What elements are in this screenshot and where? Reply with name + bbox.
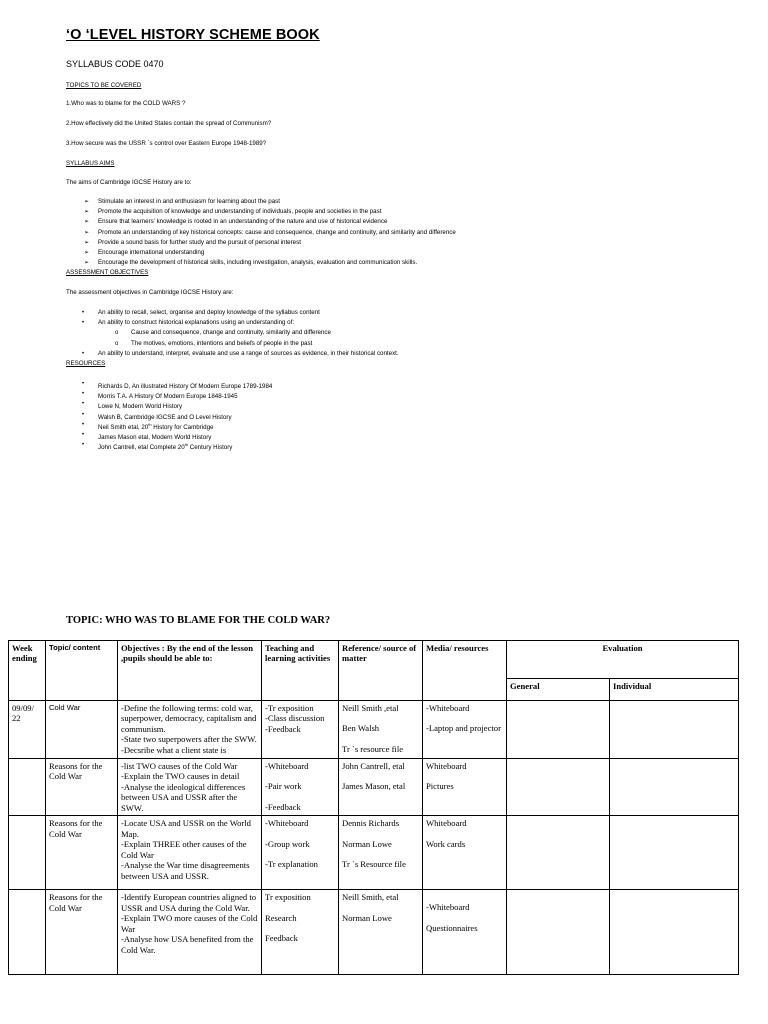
cell-reference: Dennis Richards Norman Lowe Tr `s Resource file (339, 816, 423, 890)
assessment-list (82, 308, 399, 359)
header-topic-content: Topic/ content (46, 641, 118, 701)
bullet-icon: • (82, 431, 85, 438)
arrow-bullet-icon: ➢ (84, 209, 90, 216)
cell-objectives: -Identify European countries aligned to USSR and USA during the Cold War. -Explain TWO more causes of the Cold War -Analyse how USA benefited from the Cold War. (118, 890, 262, 975)
circle-bullet-icon: o (115, 340, 119, 347)
bullet-icon: • (82, 421, 85, 428)
cell-week (9, 759, 46, 816)
circle-bullet-icon: o (115, 330, 119, 337)
header-week-ending: Week ending (9, 641, 46, 701)
arrow-bullet-icon: ➢ (84, 249, 90, 256)
aims-item: ➢ Stimulate an interest in and enthusiasm for learning about the past (84, 198, 280, 205)
cell-general (507, 890, 610, 975)
aims-item: ➢ Provide a sound basis for further study and the pursuit of personal interest (84, 238, 301, 246)
aims-heading: SYLLABUS AIMS (66, 160, 115, 167)
cell-media: Whiteboard Pictures (423, 759, 507, 816)
aims-intro: The aims of Cambridge IGCSE History are to: (66, 179, 192, 186)
arrow-bullet-icon: ➢ (84, 239, 90, 246)
assessment-item: • An ability to construct historical explanations using an understanding of: (82, 319, 295, 327)
cell-teaching: -Tr exposition -Class discussion -Feedback (262, 701, 339, 759)
syllabus-code: SYLLABUS CODE 0470 (66, 59, 164, 69)
assessment-item: • An ability to understand, interpret, evaluate and use a range of sources as evidence, in their historical context. (82, 349, 399, 357)
cell-media: Whiteboard Work cards (423, 816, 507, 890)
aims-item: ➢ Ensure that learners’ knowledge is rooted in an understanding of the nature and use of historical evidence (84, 218, 388, 226)
cell-teaching: Tr exposition Research Feedback (262, 890, 339, 975)
cell-week: 09/09/ 22 (9, 701, 46, 759)
resource-item: • Lowe N, Modern World History (82, 401, 183, 411)
header-teaching-activities: Teaching and learning activities (262, 641, 339, 701)
bullet-icon: • (82, 381, 85, 387)
cell-reference: John Cantrell, etal James Mason, etal (339, 759, 423, 816)
resource-item: • Morris T.A. A History Of Modern Europe 1848-1945 (82, 391, 238, 401)
arrow-bullet-icon: ➢ (84, 260, 90, 267)
header-media: Media/ resources (423, 641, 507, 701)
scheme-table (8, 640, 739, 975)
cell-general (507, 701, 610, 759)
assessment-subitem: o Cause and consequence, change and continuity, similarity and difference (115, 329, 331, 337)
cell-objectives: -list TWO causes of the Cold War -Explain the TWO causes in detail -Analyse the ideological differences between USA and USSR after the SWW. (118, 759, 262, 816)
cell-teaching: -Whiteboard -Group work -Tr explanation (262, 816, 339, 890)
aims-item: ➢ Encourage international understanding (84, 248, 205, 256)
cell-general (507, 816, 610, 890)
cell-reference: Neill Smith, etal Norman Lowe (339, 890, 423, 975)
topic-heading: TOPIC: WHO WAS TO BLAME FOR THE COLD WAR? (66, 615, 331, 626)
cell-general (507, 759, 610, 816)
header-reference: Reference/ source of matter (339, 641, 423, 701)
bullet-icon: • (82, 310, 85, 316)
cell-teaching: -Whiteboard -Pair work -Feedback (262, 759, 339, 816)
table-header-row (9, 641, 739, 679)
bullet-icon: • (82, 442, 85, 449)
cell-topic: Reasons for the Cold War (46, 759, 118, 816)
arrow-bullet-icon: ➢ (84, 219, 90, 226)
assessment-item: • An ability to recall, select, organise and deploy knowledge of the syllabus content (82, 309, 320, 316)
resources-list (82, 379, 273, 452)
bullet-icon: • (82, 411, 85, 418)
cell-media: -Whiteboard Questionnaires (423, 890, 507, 975)
cell-topic: Reasons for the Cold War (46, 890, 118, 975)
cell-individual (610, 759, 739, 816)
cell-week (9, 890, 46, 975)
topic-item-1: 1.Who was to blame for the COLD WARS ? (66, 100, 186, 107)
resource-item: • Walsh B, Cambridge IGCSE and O Level History (82, 411, 232, 421)
header-evaluation: Evaluation (507, 641, 739, 679)
assessment-subitem: o The motives, emotions, intentions and beliefs of people in the past (115, 339, 313, 347)
assessment-heading: ASSESSMENT OBJECTIVES (66, 269, 149, 276)
bullet-icon: • (82, 401, 85, 408)
arrow-bullet-icon: ➢ (84, 229, 90, 236)
resource-item: • James Mason etal, Modern World History (82, 431, 212, 441)
cell-reference: Neill Smith ,etal Ben Walsh Tr `s resource file (339, 701, 423, 759)
cell-topic: Reasons for the Cold War (46, 816, 118, 890)
header-individual: Individual (610, 679, 739, 701)
cell-topic: Cold War (46, 701, 118, 759)
aims-item: ➢ Encourage the development of historical skills, including investigation, analysis, evaluation and communication skills. (84, 259, 418, 267)
cell-week (9, 816, 46, 890)
aims-list (84, 197, 456, 268)
bullet-icon: • (82, 350, 85, 357)
resources-heading: RESOURCES (66, 360, 106, 367)
table-row (9, 759, 739, 816)
table-row (9, 890, 739, 975)
cell-individual (610, 816, 739, 890)
cell-media: -Whiteboard -Laptop and projector (423, 701, 507, 759)
topic-item-2: 2.How effectively did the United States contain the spread of Communism? (66, 120, 272, 127)
aims-item: ➢ Promote an understanding of key historical concepts: cause and consequence, change and continuity, and similarity and difference (84, 228, 456, 236)
bullet-icon: • (82, 391, 85, 398)
resource-item: • Richards D, An illustrated History Of Modern Europe 1789-1984 (82, 381, 273, 391)
table-row (9, 701, 739, 759)
topics-heading: TOPICS TO BE COVERED (66, 82, 142, 89)
cell-objectives: -Locate USA and USSR on the World Map. -Explain THREE other causes of the Cold War -Analyse the War time disagreements between USA and USSR. (118, 816, 262, 890)
topic-item-3: 3.How secure was the USSR `s control over Eastern Europe 1948-1989? (66, 140, 267, 147)
cell-individual (610, 890, 739, 975)
resource-item: • Neil Smith etal, 20th History for Cambridge (82, 421, 214, 431)
table-row (9, 816, 739, 890)
header-objectives: Objectives : By the end of the lesson ,pupils should be able to: (118, 641, 262, 701)
aims-item: ➢ Promote the acquisition of knowledge and understanding of individuals, people and societies in the past (84, 208, 382, 216)
bullet-icon: • (82, 320, 85, 327)
header-general: General (507, 679, 610, 701)
cell-objectives: -Define the following terms: cold war, superpower, democracy, capitalism and communism. -State two superpowers after the SWW. -Decsribe what a client state is (118, 701, 262, 759)
arrow-bullet-icon: ➢ (84, 199, 90, 205)
document-title: ‘O ‘LEVEL HISTORY SCHEME BOOK (66, 27, 320, 43)
assessment-intro: The assessment objectives in Cambridge IGCSE History are: (66, 289, 234, 296)
cell-individual (610, 701, 739, 759)
resource-item: • John Cantrell, etal Complete 20th Century History (82, 442, 233, 452)
